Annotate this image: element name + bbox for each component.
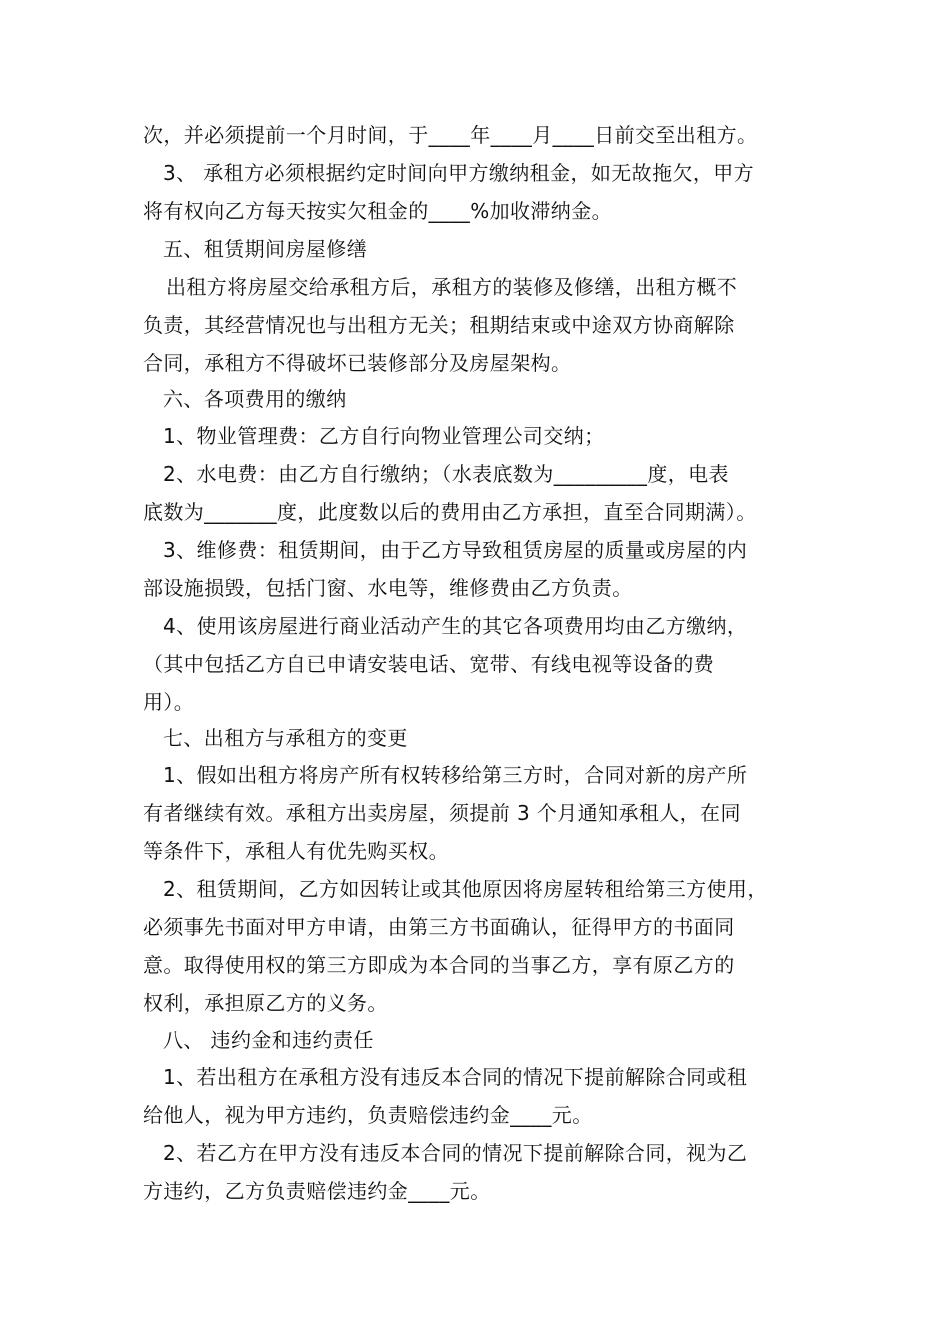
text-line: 用）。 (143, 690, 195, 714)
text-line: 3、 承租方必须根据约定时间向甲方缴纳租金，如无故拖欠，甲方 (163, 161, 755, 185)
text-line: 2、若乙方在甲方没有违反本合同的情况下提前解除合同，视为乙 (163, 1141, 748, 1165)
text-line: 2、水电费：由乙方自行缴纳；（水表底数为_________度，电表 (163, 462, 729, 486)
text-line: 负责，其经营情况也与出租方无关；租期结束或中途双方协商解除 (143, 313, 735, 337)
text-line: 次，并必须提前一个月时间，于____年____月____日前交至出租方。 (143, 123, 758, 147)
text-line: 方违约，乙方负责赔偿违约金____元。 (143, 1179, 491, 1203)
text-line: 有者继续有效。承租方出卖房屋，须提前 3 个月通知承租人，在同 (143, 801, 741, 825)
text-line: 必须事先书面对甲方申请，由第三方书面确认，征得甲方的书面同 (143, 915, 735, 939)
text-line: 3、维修费：租赁期间，由于乙方导致租赁房屋的质量或房屋的内 (163, 538, 748, 562)
text-line: 部设施损毁，包括门窗、水电等，维修费由乙方负责。 (143, 576, 633, 600)
text-line: 1、假如出租方将房产所有权转移给第三方时，合同对新的房产所 (163, 763, 748, 787)
text-line: 2、租赁期间，乙方如因转让或其他原因将房屋转租给第三方使用， (163, 877, 768, 901)
section-heading: 六、各项费用的缴纳 (163, 387, 347, 411)
text-line: （其中包括乙方自已申请安装电话、宽带、有线电视等设备的费 (143, 652, 715, 676)
text-line: 等条件下，承租人有优先购买权。 (143, 839, 449, 863)
text-line: 出租方将房屋交给承租方后，承租方的装修及修缮，出租方概不 (166, 275, 738, 299)
section-heading: 五、租赁期间房屋修缮 (163, 237, 367, 261)
text-line: 意。取得使用权的第三方即成为本合同的当事乙方，享有原乙方的 (143, 953, 735, 977)
text-line: 1、若出租方在承租方没有违反本合同的情况下提前解除合同或租 (163, 1065, 748, 1089)
text-line: 4、使用该房屋进行商业活动产生的其它各项费用均由乙方缴纳， (163, 614, 748, 638)
text-line: 给他人，视为甲方违约，负责赔偿违约金____元。 (143, 1103, 593, 1127)
text-line: 1、物业管理费：乙方自行向物业管理公司交纳； (163, 424, 605, 448)
text-line: 权利，承担原乙方的义务。 (143, 991, 388, 1015)
text-line: 将有权向乙方每天按实欠租金的____%加收滞纳金。 (143, 199, 613, 223)
text-line: 底数为_______度，此度数以后的费用由乙方承担，直至合同期满）。 (143, 500, 757, 524)
text-line: 合同，承租方不得破坏已装修部分及房屋架构。 (143, 351, 572, 375)
section-heading: 八、 违约金和违约责任 (163, 1028, 374, 1052)
section-heading: 七、出租方与承租方的变更 (163, 726, 408, 750)
